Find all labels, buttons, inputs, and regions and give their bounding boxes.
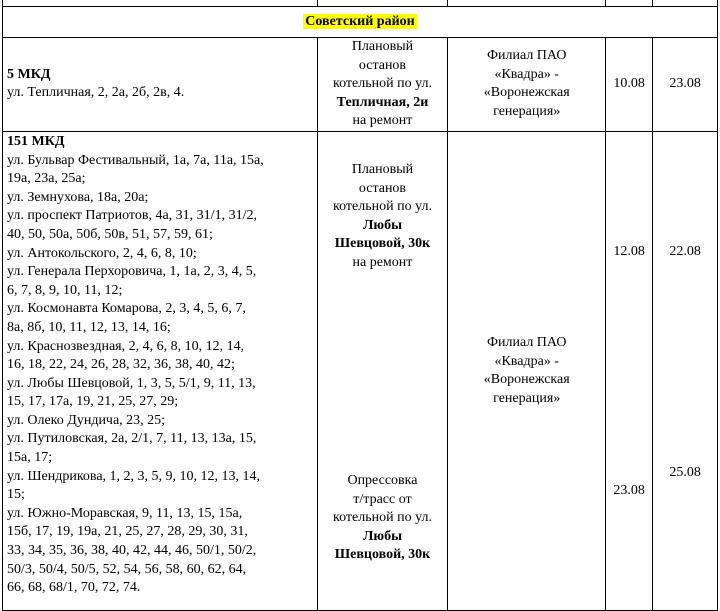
reason-cell bbox=[317, 131, 448, 610]
end-date: 25.08 bbox=[669, 464, 701, 480]
reason-line: котельной по ул. bbox=[332, 510, 432, 526]
address-line: ул. проспект Патриотов, 4а, 31, 31/1, 31/2, bbox=[7, 208, 257, 224]
address-line: 66, 68, 68/1, 70, 72, 74. bbox=[7, 580, 141, 596]
org-line: «Воронежская bbox=[483, 372, 570, 388]
address-line: 15а, 17; bbox=[7, 450, 53, 466]
boiler-address: Любы bbox=[362, 217, 402, 233]
reason-line: котельной по ул. bbox=[332, 76, 432, 92]
reason-line: Плановый bbox=[351, 161, 414, 177]
boiler-address: Тепличная, 2и bbox=[336, 94, 429, 110]
boiler-address: Шевцовой, 30к bbox=[334, 236, 431, 252]
table-row bbox=[3, 38, 718, 132]
district-title: Советский район bbox=[305, 13, 415, 29]
end-date-cell bbox=[653, 131, 718, 610]
address-line: ул. Краснозвездная, 2, 4, 6, 8, 10, 12, 14, bbox=[7, 338, 245, 354]
reason-block-pressure-test bbox=[318, 472, 448, 565]
organization-cell bbox=[448, 131, 606, 610]
org-line: генерация» bbox=[493, 390, 561, 406]
org-line: «Квадра» - bbox=[494, 66, 559, 82]
address-line: ул. Шендрикова, 1, 2, 3, 5, 9, 10, 12, 13, 14, bbox=[7, 468, 261, 484]
end-date: 23.08 bbox=[653, 38, 718, 132]
reason-line: котельной по ул. bbox=[332, 199, 432, 215]
table-row bbox=[3, 131, 718, 610]
start-date-cell bbox=[606, 131, 653, 610]
building-count: 151 МКД bbox=[7, 133, 65, 149]
end-date: 22.08 bbox=[669, 243, 701, 259]
boiler-address: Любы bbox=[362, 528, 402, 544]
reason-cell bbox=[317, 38, 448, 132]
address-line: 15, 17, 17а, 19, 21, 25, 27, 29; bbox=[7, 394, 179, 410]
reason-line: останов bbox=[358, 57, 407, 73]
outage-table bbox=[2, 0, 718, 611]
reason-line: на ремонт bbox=[352, 113, 413, 129]
address-line: 33, 34, 35, 36, 38, 40, 42, 44, 46, 50/1, 50/2, bbox=[7, 543, 257, 559]
address-line: ул. Земнухова, 18а, 20а; bbox=[7, 189, 149, 205]
organization-cell bbox=[448, 38, 606, 132]
address-line: 16, 18, 22, 24, 26, 28, 32, 36, 38, 40, 42; bbox=[7, 357, 235, 373]
addresses-cell bbox=[3, 38, 318, 132]
address-line: 50/3, 50/4, 50/5, 52, 54, 56, 58, 60, 62, 64, bbox=[7, 561, 247, 577]
org-line: Филиал ПАО bbox=[486, 334, 567, 350]
org-block bbox=[448, 334, 605, 408]
address-line: ул. Бульвар Фестивальный, 1а, 7а, 11а, 15а, bbox=[7, 152, 264, 168]
reason-line: Опрессовка bbox=[347, 472, 418, 488]
address-line: 8а, 8б, 10, 11, 12, 13, 14, 16; bbox=[7, 319, 171, 335]
address-line: ул. Тепличная, 2, 2а, 2б, 2в, 4. bbox=[7, 85, 185, 101]
building-count: 5 МКД bbox=[7, 66, 51, 82]
address-line: 40, 50, 50а, 50б, 50в, 51, 57, 59, 61; bbox=[7, 226, 213, 242]
address-line: ул. Путиловская, 2а, 2/1, 7, 11, 13, 13а, 15, bbox=[7, 431, 257, 447]
district-header-row bbox=[3, 7, 718, 38]
address-line: 19а, 23а, 25а; bbox=[7, 171, 86, 187]
address-line: ул. Южно-Моравская, 9, 11, 13, 15, 15а, bbox=[7, 505, 243, 521]
start-date: 10.08 bbox=[606, 38, 653, 132]
reason-line: останов bbox=[358, 180, 407, 196]
address-line: 15б, 17, 19, 19а, 21, 25, 27, 28, 29, 30, 31, bbox=[7, 524, 248, 540]
reason-block-repair bbox=[318, 161, 448, 273]
address-line: 15; bbox=[7, 487, 25, 503]
start-date: 23.08 bbox=[613, 482, 645, 498]
address-line: 6, 7, 8, 9, 10, 11, 12; bbox=[7, 282, 123, 298]
boiler-address: Шевцовой, 30к bbox=[334, 547, 431, 563]
address-line: ул. Космонавта Комарова, 2, 3, 4, 5, 6, 7, bbox=[7, 301, 246, 317]
address-line: ул. Любы Шевцовой, 1, 3, 5, 5/1, 9, 11, 13, bbox=[7, 375, 256, 391]
reason-line: Плановый bbox=[351, 39, 414, 54]
org-line: «Воронежская bbox=[483, 85, 570, 101]
start-date: 12.08 bbox=[613, 243, 645, 259]
org-line: «Квадра» - bbox=[494, 353, 559, 369]
address-line: ул. Антокольского, 2, 4, 6, 8, 10; bbox=[7, 245, 197, 261]
address-line: ул. Генерала Перхоровича, 1, 1а, 2, 3, 4, 5, bbox=[7, 264, 257, 280]
reason-line: на ремонт bbox=[352, 254, 413, 270]
org-line: генерация» bbox=[493, 104, 561, 120]
addresses-cell bbox=[3, 131, 318, 610]
reason-line: т/трасс от bbox=[353, 491, 412, 507]
org-line: Филиал ПАО bbox=[486, 48, 567, 64]
address-line: ул. Олеко Дундича, 23, 25; bbox=[7, 412, 166, 428]
